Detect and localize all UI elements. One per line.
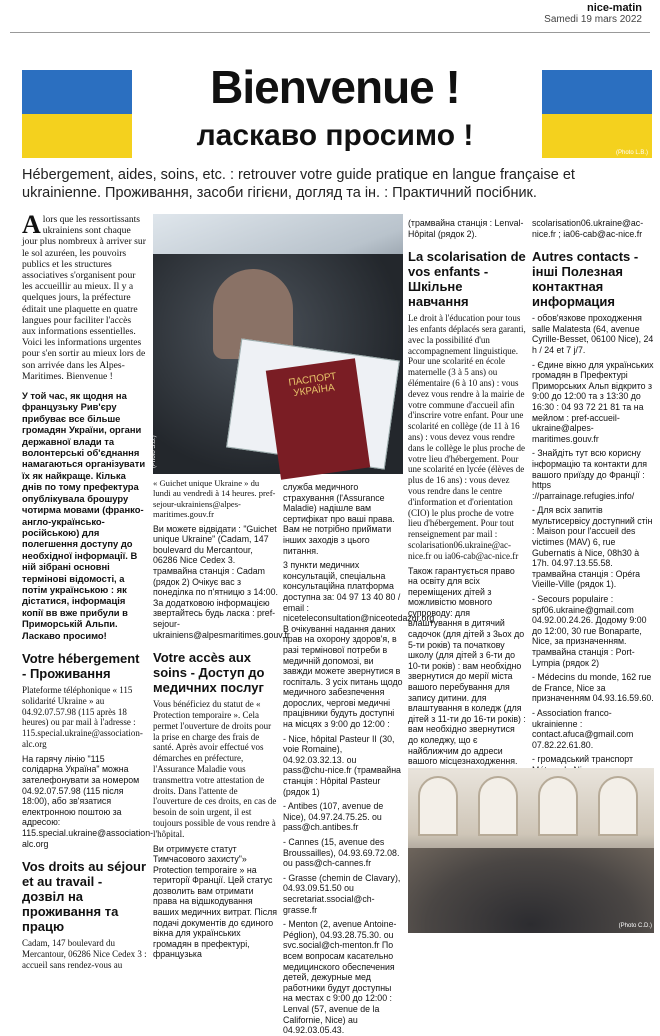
hospital-nice: - Nice, hôpital Pasteur II (30, voie Romaine), 04.92.03.32.13. ou pass@chu-nice.fr (трамвайна станція : Hôpital Pasteur (рядок 1) xyxy=(283,733,401,797)
passport-photo xyxy=(153,214,403,474)
contact-medecins: - Médecins du monde, 162 rue de France, Nice за призначенням 04.93.16.59.60. xyxy=(532,672,654,704)
guichet-info-ua: Ви можете відвідати : "Guichet unique Ukraine" (Cadam, 147 boulevard du Mercantour, 06286 Nice Cedex 3. трамвайна станція : Cadam (рядок 2) Очікує вас з понеділка по п'ятницю з 14:00. За додатковою інформацією звертайтесь будь ласка : pref-sejour-ukrainiens@alpesmaritimes.gouv.fr xyxy=(153,523,290,640)
subtitle: Hébergement, aides, soins, etc. : retrouver votre guide pratique en langue française et ukrainienne. Проживання, засоби гігієни, догляд та ін. : Практичний посібник. xyxy=(22,167,575,201)
window-arch xyxy=(478,776,518,836)
contact-mav: - Для всіх запитів мультисервісу доступний стін : Maison pour l'accueil des victimes (MAV) 6, rue Gubernatis à Nice, 08h30 à 17h. 04.97.13.55.58. трамвайна станція : Opéra Vieille-Ville (рядок 1). xyxy=(532,505,653,590)
window-arch xyxy=(598,776,638,836)
window-arch xyxy=(418,776,458,836)
brand-name: nice-matin xyxy=(586,2,642,14)
health-cont-ua: служба медичного страхування (l'Assurance Maladie) надішле вам сертифікат про ваші права. Вам не потрібно приймати інших заходів з цього питання. xyxy=(283,482,395,556)
column-5 xyxy=(532,214,654,829)
school-emails: scolarisation06.ukraine@ac-nice.fr ; ia06-cab@ac-nice.fr xyxy=(532,218,644,239)
contact-association: - Association franco-ukrainienne : contact.afuca@gmail.com 07.82.22.61.80. xyxy=(532,707,634,750)
ukraine-flag-right xyxy=(542,70,652,158)
guichet-info-fr: « Guichet unique Ukraine » du lundi au vendredi à 14 heures. pref-sejour-ukrainiens@alpes-maritimes.gouv.fr xyxy=(153,478,276,520)
headline-fr: Bienvenue ! xyxy=(210,61,460,113)
contact-prefecture: - Єдине вікно для українських громадян в Префектурі Приморських Альп відкрито з 9:00 до 12:00 та з 13:30 до 16:30 : 04 93 72 21 81 та на мейлом : pref-accueil-ukraine@alpes-maritimes.gouv.fr xyxy=(532,359,654,444)
section-heading-contacts: Autres contacts - інші Полезная контактная информация xyxy=(532,249,639,310)
school-text-ua: Також гарантується право на освіту для всіх переміщених дітей з можливістю мовного супроводу: для влаштування в дитячий садочок (для дітей з 3ьох до 5-ти років) та початкову школу (для дітей з 6-ти до 10-ти років) : вам необхідно звернутися до мерії міста вашого перебування для запису дитини. для влаштування в коледж (для дітей з 11-ти до 16-ти років) : вам необхідно звернутися до коледжу, що є найближчим до адреси вашого місцезнаходження. xyxy=(408,565,526,767)
housing-text-fr: Plateforme téléphonique « 115 solidarité Ukraine » au 04.92.07.57.98 (115 après 18 heures) ou par mail à l'adresse : 115.special.ukraine@association-alc.org xyxy=(22,684,143,749)
contact-refugies: - Знайдіть тут всю корисну інформацію та контакти для вашого приїзду до Франції : https ://parrainage.refugies.info/ xyxy=(532,448,647,501)
masthead xyxy=(544,2,642,25)
column-3 xyxy=(283,478,435,1036)
drop-cap: A xyxy=(22,210,41,239)
window-arch xyxy=(538,776,578,836)
reception-hall-photo xyxy=(408,768,654,933)
column-2 xyxy=(153,478,290,960)
tram-lenval: (трамвайна станція : Lenval-Hôpital (рядок 2). xyxy=(408,218,524,239)
section-heading-health: Votre accès aux soins - Доступ до медичних послуг xyxy=(153,650,265,696)
column-4 xyxy=(408,214,526,862)
contact-secours: - Secours populaire : spf06.ukraine@gmail.com 04.92.00.24.26. Додому 9:00 до 12:00, 30 rue Bonaparte, Nice, за призначенням. трамвайна станція : Port-Lympia (рядок 2) xyxy=(532,594,647,668)
hospital-antibes: - Antibes (107, avenue de Nice), 04.97.24.75.25. ou pass@ch.antibes.fr xyxy=(283,801,384,833)
contact-malatesta: - обов'язкове проходження salle Malatesta (64, avenue Cyrille-Besset, 06100 Nice), 24 h / 24 et 7 j/7. xyxy=(532,313,654,355)
headline-ua: ласкаво просимо ! xyxy=(196,119,474,152)
section-heading-rights: Vos droits au séjour et au travail - дозвіл на проживання та працю xyxy=(22,859,147,935)
photo-credit-2: (Photo C.D.) xyxy=(618,923,652,929)
hospital-cannes: - Cannes (15, avenue des Broussailles), 04.93.69.72.08. ou pass@ch-cannes.fr xyxy=(283,837,400,869)
crowd xyxy=(408,848,654,933)
contact-transport: - громадський транспорт xyxy=(532,754,633,765)
section-heading-housing: Votre hébergement - Проживання xyxy=(22,650,140,681)
ukraine-flag-left xyxy=(22,70,132,158)
ukrainian-passport: ПАСПОРТ УКРАЇНА xyxy=(266,358,370,479)
photo-credit-1: (Photo S.B.) xyxy=(151,435,157,468)
health-text-fr: Vous bénéficiez du statut de « Protection temporaire ». Cela permet l'ouverture de droits pour la prise en charge des frais de santé. Après avoir effectué vos démarches en préfecture, l'Assurance Maladie vous transmettra votre attestation de droits. Dans l'attente de l'ouverture de ces droits, en cas de besoin de soin urgent, il est toujours possible de vous rendre à l'hôpital. xyxy=(153,699,277,839)
health-text-ua: Ви отримуєте статут Тимчасового захисту"» Protection temporaire » на території Франції. Цей статус дозволить вам отримати права на відшкодування ваших медичних витрат. Після подачі документів до єдиного вікна для українських громадян в префектурі, французька xyxy=(153,843,277,960)
hospital-grasse: - Grasse (chemin de Clavary), 04.93.09.51.50 ou secretariat.ssocial@ch-grasse.fr xyxy=(283,872,401,915)
school-text-fr: Le droit à l'éducation pour tous les enfants déplacés sera garanti, avec la possibilité d'un accompagnement linguistique. Pour une scolarité en école maternelle (3 à 5 ans) ou élémentaire (6 à 10 ans) : vous devez vous rendre à la mairie de votre commune d'accueil afin d'inscrire votre enfant. Pour une scolarité en collège (de 11 à 16 ans) : vous devez vous rendre dans le collège le plus proche de votre lieu d'hébergement. Pour une scolarité en lycée (élèves de plus de 16 ans) : vous devez vous rendre dans le centre d'information et d'orientation (CIO) le plus proche de votre lieu d'hébergement. Pour tout renseignement par mail : scolarisation06.ukraine@ac-nice.fr ou ia06-cab@ac-nice.fr xyxy=(408,313,526,561)
teleconsultation-ua: 3 пункти медичних консультацій, спеціальна консультаційна платформа доступна за: 04 97 13 40 80 / email : niceteleconsultation@niceotedazur.org В очікуванні надання даних прав на охорону здоров'я, в разі термінової потреби в медичній допомозі, ви завжди можете звернутися в госпіталь. 3 усіх питань щодо медичного забезпечення дорослих, чергові медичні працівники будуть доступні на місцях з 9:00 до 12:00 : xyxy=(283,560,435,730)
rights-text-fr: Cadam, 147 boulevard du Mercantour, 06286 Nice Cedex 3 : accueil sans rendez-vous au xyxy=(22,938,147,970)
section-heading-school: La scolarisation de vos enfants - Шкільне навчання xyxy=(408,249,526,310)
lead-paragraph-ua: У той час, як щодня на французьку Рив'єру прибуває все більше громадян України, органи державної влади та волонтерські об'єднання намагаються організувати їх як найкраще. Кілька днів по тому префектура опублікувала брошуру чотирма мовами (франко-англо-українсько-російською) для полегшення доступу до необхідної інформації. В ній зібрані основні термінові відомості, а потім українською : як дістатися, інформація копії вв вже прибули в Приморській Альпи. Ласкаво просимо! xyxy=(22,390,146,641)
header-divider xyxy=(10,32,650,33)
housing-text-ua: На гарячу лінію "115 солідарна Україна" можна зателефонувати за номером 04.92.07.57.98 (115 після 18:00), або зв'язатися електронною поштою за адресою: 115.special.ukraine@association-alc.org xyxy=(22,753,154,849)
lead-paragraph: Alors que les ressortissants ukrainiens sont chaque jour plus nombreux à arriver sur le sol azuréen, les pouvoirs publics et les structures associatives s'organisent pour les accueillir au mieux. Il y a quelques jours, la préfecture éditait une plaquette en quatre langues pour faciliter l'accès aux informations essentielles. Voici les informations urgentes pour s'en sortir au mieux lors de son arrivée dans les Alpes-Maritimes. Bienvenue ! xyxy=(22,210,146,382)
hospital-menton: - Menton (2, avenue Antoine-Péglion), 04.93.28.75.30. ou svc.social@ch-menton.fr По всем вопросам касательно медицинского обеспечения детей, дежурные мед работники будут доступны на местах с 9:00 до 12:00 : Lenval (57, avenue de la Californie, Nice) au 04.92.03.05.43. xyxy=(283,919,397,1036)
publication-date: Samedi 19 mars 2022 xyxy=(544,14,642,25)
headline xyxy=(140,62,530,156)
flag-photo-credit: (Photo L.B.) xyxy=(615,150,648,156)
